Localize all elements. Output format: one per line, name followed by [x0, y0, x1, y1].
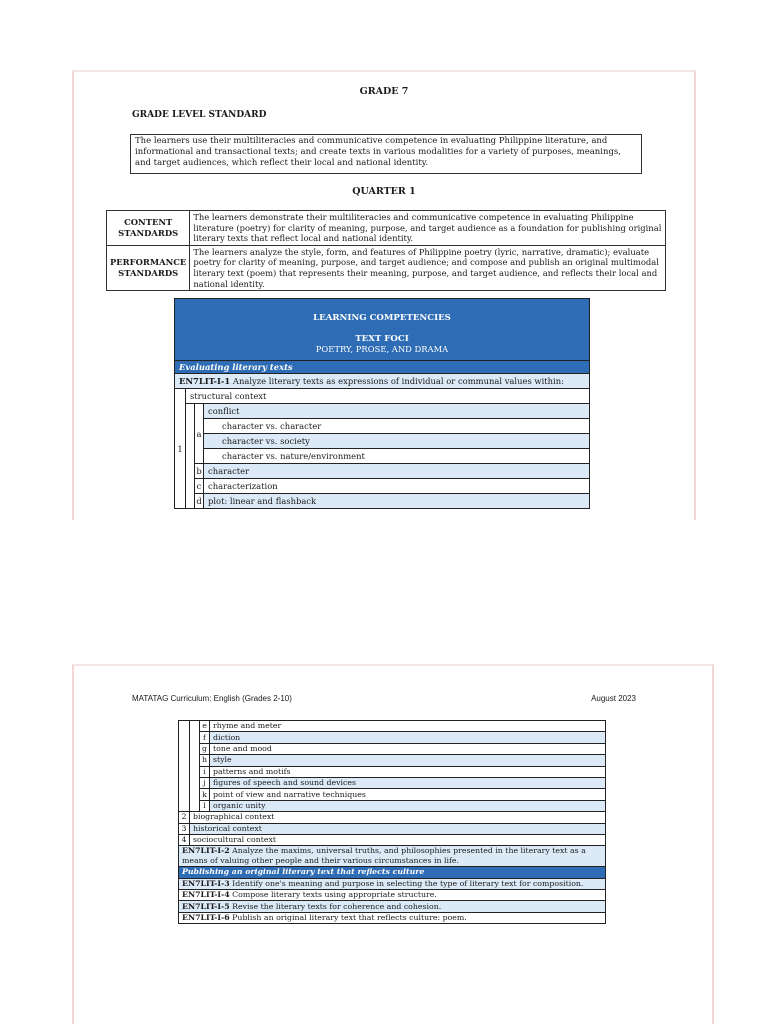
sub-index: f — [200, 732, 210, 743]
performance-standards-label: PERFORMANCE STANDARDS — [107, 245, 190, 290]
grade-title: GRADE 7 — [359, 86, 409, 97]
category-publishing: Publishing an original literary text that reflects culture — [179, 867, 606, 878]
sub-index: k — [200, 789, 210, 800]
item-number: 3 — [179, 823, 190, 834]
list-item: organic unity — [210, 800, 606, 811]
grade-level-standard-label: GRADE LEVEL STANDARD — [132, 110, 267, 120]
standards-table — [106, 210, 666, 291]
competency-row: EN7LIT-I-2 Analyze the maxims, universal truths, and philosophies presented in the literary text as a means of valuing other people and their various circumstances in life. — [179, 846, 606, 867]
sub-index: g — [200, 743, 210, 754]
text-foci-label: TEXT FOCI — [355, 334, 409, 344]
genres-label: POETRY, PROSE, AND DRAMA — [315, 344, 449, 354]
list-item: character vs. nature/environment — [204, 449, 590, 464]
sub-index: d — [195, 494, 204, 509]
sub-index: h — [200, 755, 210, 766]
list-item: plot: linear and flashback — [204, 494, 590, 509]
list-item: point of view and narrative techniques — [210, 789, 606, 800]
list-item: conflict — [204, 404, 590, 419]
performance-standards-row — [107, 245, 666, 290]
learning-competencies-header — [175, 299, 590, 361]
list-item: patterns and motifs — [210, 766, 606, 777]
list-item: diction — [210, 732, 606, 743]
sub-index: a — [195, 404, 204, 464]
list-item: characterization — [204, 479, 590, 494]
list-item: sociocultural context — [190, 834, 606, 845]
learning-competencies-table — [174, 298, 590, 509]
quarter-title: QUARTER 1 — [352, 186, 416, 197]
competency-row: EN7LIT-I-4 Compose literary texts using appropriate structure. — [179, 890, 606, 901]
sub-index: i — [200, 766, 210, 777]
lc-title: LEARNING COMPETENCIES — [313, 313, 451, 323]
content-standards-label: CONTENT STANDARDS — [107, 211, 190, 246]
item-number: 2 — [179, 812, 190, 823]
list-item: character vs. society — [204, 434, 590, 449]
page-header-left: MATATAG Curriculum: English (Grades 2-10) — [132, 694, 292, 703]
content-standards-row — [107, 211, 666, 246]
sub-index: j — [200, 777, 210, 788]
learning-competencies-table-continued — [178, 720, 606, 924]
content-standards-text: The learners demonstrate their multiliteracies and communicative competence in evaluating Philippine literature (poetry) for clarity of meaning, purpose, and target audience as a foundation for publishing original literary texts that reflect local and national identity. — [190, 211, 666, 246]
sub-index: b — [195, 464, 204, 479]
performance-standards-text: The learners analyze the style, form, and features of Philippine poetry (lyric, narrative, dramatic); evaluate poetry for clarity of meaning, purpose, and target audience; and compose and publish an original multimodal literary text (poem) that represents their meaning, purpose, and target audience, and reflects their local and national identity. — [190, 245, 666, 290]
sub-index: e — [200, 721, 210, 732]
list-item: character vs. character — [204, 419, 590, 434]
grade-level-standard-text: The learners use their multiliteracies and communicative competence in evaluating Philippine literature, and informational and transactional texts; and create texts in various modalities for a variety of purposes, meanings, and target audiences, which reflect their local and national identity. — [130, 134, 642, 174]
list-item: tone and mood — [210, 743, 606, 754]
sub-index: l — [200, 800, 210, 811]
list-item: figures of speech and sound devices — [210, 777, 606, 788]
list-item: historical context — [190, 823, 606, 834]
list-item: style — [210, 755, 606, 766]
page-header-right: August 2023 — [591, 694, 636, 703]
competency-row: EN7LIT-I-5 Revise the literary texts for coherence and cohesion. — [179, 901, 606, 912]
list-item: rhyme and meter — [210, 721, 606, 732]
competency-row: EN7LIT-I-6 Publish an original literary text that reflects culture: poem. — [179, 912, 606, 923]
list-item: biographical context — [190, 812, 606, 823]
item-number: 1 — [175, 389, 186, 509]
document-page-2 — [72, 664, 714, 1024]
document-page-1 — [72, 70, 696, 520]
item-number: 4 — [179, 834, 190, 845]
list-item: character — [204, 464, 590, 479]
competency-row: EN7LIT-I-1 Analyze literary texts as expressions of individual or communal values within: — [175, 374, 590, 389]
sub-index: c — [195, 479, 204, 494]
competency-row: EN7LIT-I-3 Identify one's meaning and purpose in selecting the type of literary text for composition. — [179, 878, 606, 889]
list-item: structural context — [186, 389, 590, 404]
category-evaluating: Evaluating literary texts — [175, 361, 590, 374]
